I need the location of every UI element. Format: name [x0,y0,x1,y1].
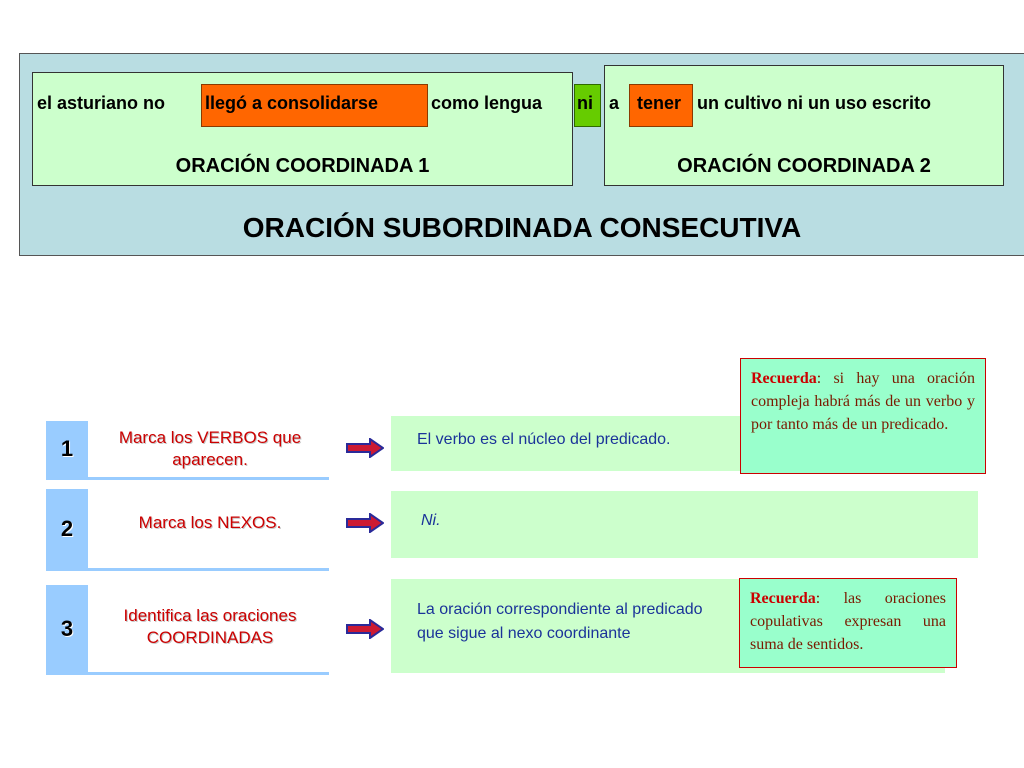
coord-2-caption: ORACIÓN COORDINADA 2 [677,155,931,177]
verb-2: tener [637,93,682,113]
nexo-word: ni [577,93,593,113]
reminder-2-text: : las oraciones copulativas expresan una suma de sentidos. [750,590,946,653]
step-2-card [46,489,329,571]
reminder-note-1 [740,358,986,474]
step-1-answer: El verbo es el núcleo del predicado. [417,431,671,448]
coord-1-caption: ORACIÓN COORDINADA 1 [175,155,430,177]
step-2-number: 2 [46,489,89,568]
step-3-answer: La oración correspondiente al predicado que sigue al nexo coordinante [417,601,703,642]
sentence-part-1: el asturiano no [37,93,166,113]
step-3-number: 3 [46,585,89,672]
step-2-answer: Ni. [421,512,441,529]
reminder-1-text: : si hay una oración compleja habrá más de un verbo y por tanto más de un predicado. [751,370,975,433]
step-1-card [46,421,329,480]
step-1-answer-box [391,416,743,471]
step-1-number: 1 [46,421,89,477]
step-3-card [46,585,329,675]
step-3-instruction: Identifica las oraciones COORDINADAS [123,606,297,647]
step-1-instruction: Marca los VERBOS que aparecen. [118,428,302,469]
right-arrow-icon [346,619,384,639]
step-2-answer-box [391,491,978,558]
sentence-part-3: a [609,93,620,113]
right-arrow-icon [346,513,384,533]
sentence-part-2: como lengua [431,93,543,113]
right-arrow-icon [346,438,384,458]
reminder-note-2 [739,578,957,668]
reminder-1-title: Recuerda [751,370,817,387]
verb-1: llegó a consolidarse [205,93,379,113]
step-2-instruction: Marca los NEXOS. [138,513,282,532]
sentence-part-4: un cultivo ni un uso escrito [697,93,932,113]
main-caption: ORACIÓN SUBORDINADA CONSECUTIVA [242,212,802,243]
reminder-2-title: Recuerda [750,590,816,607]
